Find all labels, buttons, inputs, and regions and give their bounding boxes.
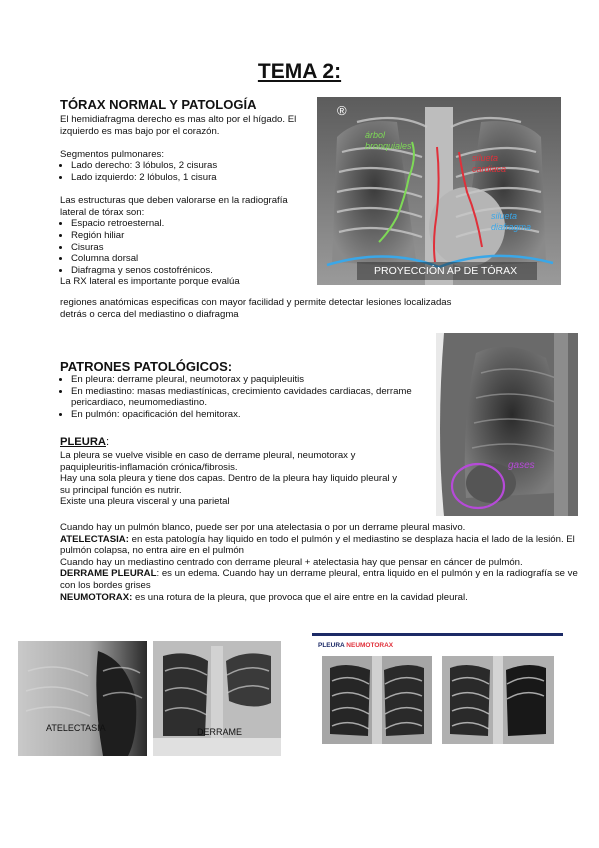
label-silueta-cardiaca: silueta cardiaca [472,153,507,174]
list-item: • Cisuras [71,242,308,254]
paragraph-neumotorax [60,592,580,604]
section-torax-text [60,114,308,288]
paragraph-pulmon-blanco: Cuando hay un pulmón blanco, puede ser por una atelectasia o por un derrame pleural masivo. [60,522,466,533]
xray-derrame-image [153,641,281,756]
neumotorax-label: NEUMOTORAX: [60,591,133,603]
pleura-heading-colon: : [106,436,110,448]
paragraph-rx-regiones: regiones anatómicas especificas con mayor facilidad y permite detectar lesiones localizadas [60,297,452,308]
neumotorax-title-label: NEUMOTORAX [346,642,394,649]
list-item: • Espacio retroesternal. [71,218,308,230]
list-item: • Columna dorsal [71,253,308,265]
section-rx-continued [60,297,580,320]
lateral-list [60,218,308,276]
caption-atelectasia: ATELECTASIA [46,723,106,733]
lateral-intro: Las estructuras que deben valorarse en la radiografía lateral de tórax son: [60,195,288,218]
label-arbol-bronquiales: árbol bronquiales [365,130,412,151]
segments-list [60,160,308,183]
pleura-heading: PLEURA [60,436,106,448]
list-item: • En pulmón: opacificación del hemitorax. [71,409,430,421]
label-silueta-diafragma: silueta diafragma [491,211,532,232]
list-item: • Región hiliar [71,230,308,242]
atelectasia-label: ATELECTASIA: [60,533,129,545]
xray-ap-torax-image [317,97,561,285]
caption-derrame: DERRAME [197,727,243,737]
section-heading-patrones: PATRONES PATOLÓGICOS: [60,359,233,374]
neumotorax-text: es una rotura de la pleura, que provoca que el aire entre en la cavidad pleural. [132,591,468,603]
paragraph-pleura-visceral: Existe una pleura visceral y una parietal [60,496,230,508]
paragraph-pleura-visible: La pleura se vuelve visible en caso de derrame pleural, neumotorax y paquipleuritis-inflamación crónica/fibrosis. [60,450,356,473]
pleura-text [60,450,405,508]
xray-lateral-image [436,333,578,516]
paragraph-rx-detras: detrás o cerca del mediastino o diafragma [60,308,239,320]
paragraph-pleura-capas: Hay una sola pleura y tiene dos capas. Dentro de la pleura hay liquido pleural y su principal función es nutrir. [60,473,398,496]
list-item: • En pleura: derrame pleural, neumotorax y paquipleuitis [71,374,430,386]
segments-title: Segmentos pulmonares: [60,148,164,160]
list-item: • Lado izquierdo: 2 lóbulos, 1 cisura [71,172,308,184]
pleura-heading-row [60,436,109,448]
paragraph-derrame [60,568,580,591]
xray-neumotorax-left [322,656,432,744]
section-heading-torax: TÓRAX NORMAL Y PATOLOGÍA [60,97,257,112]
caption-proyeccion-ap: PROYECCIÓN AP DE TÓRAX [374,265,518,277]
list-item: • Diafragma y senos costofrénicos. [71,265,308,277]
neumotorax-panel-title [318,642,393,649]
atelectasia-text: en esta patología hay liquido en todo el pulmón y el mediastino se desplaza hacia el lado de la lesión. El pulmón colapsa, no entra aire en el pulmón [60,533,575,557]
paragraph-mediastino-centrado: Cuando hay un mediastino centrado con derrame pleural + atelectasia hay que pensar en cáncer de pulmón. [60,556,523,568]
derrame-text: : es un edema. Cuando hay un derrame pleural, entra liquido en el pulmón y en la radiografía se ve con los bordes grises [60,568,578,591]
label-gases: gases [508,460,535,471]
derrame-label: DERRAME PLEURAL [60,568,157,580]
pleura-label: PLEURA [318,642,345,649]
patrones-list [60,374,430,420]
list-item: • En mediastino: masas mediastínicas, crecimiento cavidades cardiacas, derrame pericardiaco, neumomediastino. [71,386,430,409]
registered-mark: ® [337,103,347,118]
xray-neumotorax-right [442,656,554,744]
section-patrones-text [60,374,430,420]
xray-neumotorax-panel [312,633,563,751]
pleura-text-wide [60,522,580,603]
paragraph-atelectasia [60,534,580,557]
list-item: • Lado derecho: 3 lóbulos, 2 cisuras [71,160,308,172]
paragraph-rx-lateral: La RX lateral es importante porque evalúa [60,276,240,288]
paragraph-hemidiafragma: El hemidiafragma derecho es mas alto por el hígado. El izquierdo es mas bajo por el corazón. [60,114,297,137]
xray-atelectasia-image [18,641,147,756]
page-title: TEMA 2: [257,60,342,83]
